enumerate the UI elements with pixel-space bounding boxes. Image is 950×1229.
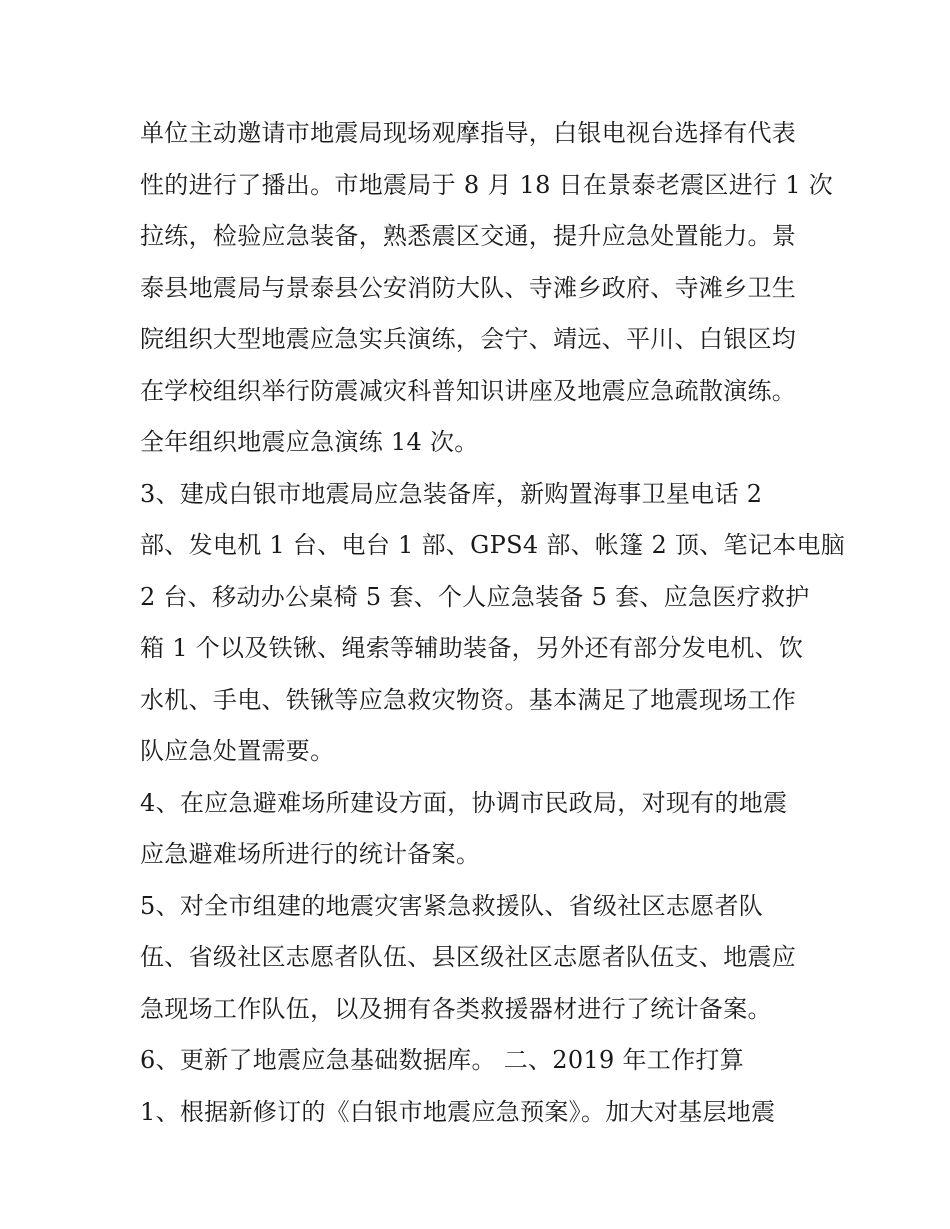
text-line-18: 急现场工作队伍，以及拥有各类救援器材进行了统计备案。 [140,994,772,1023]
text-line-9: 部、发电机 1 台、电台 1 部、GPS4 部、帐篷 2 顶、笔记本电脑 [140,531,846,559]
text-line-13: 队应急处置需要。 [140,737,335,765]
text-line-20: 1、根据新修订的《白银市地震应急预案》。加大对基层地震 [140,1097,776,1126]
text-line-1: 单位主动邀请市地震局现场观摩指导，白银电视台选择有代表 [140,119,797,147]
text-line-10: 2 台、移动办公桌椅 5 套、个人应急装备 5 套、应急医疗救护 [140,582,810,611]
text-line-14: 4、在应急避难场所建设方面，协调市民政局，对现有的地震 [140,788,788,817]
text-line-17: 伍、省级社区志愿者队伍、县区级社区志愿者队伍支、地震应 [140,943,797,971]
text-line-2: 性的进行了播出。市地震局于 8 月 18 日在景泰老震区进行 1 次 [140,170,834,199]
text-line-12: 水机、手电、铁锹等应急救灾物资。基本满足了地震现场工作 [140,685,797,714]
text-line-19: 6、更新了地震应急基础数据库。 二、2019 年工作打算 [140,1046,745,1074]
text-line-15: 应急避难场所进行的统计备案。 [140,840,481,868]
text-line-16: 5、对全市组建的地震灾害紧急救援队、省级社区志愿者队 [140,891,764,920]
text-line-7: 全年组织地震应急演练 14 次。 [140,428,479,456]
text-line-4: 泰县地震局与景泰县公安消防大队、寺滩乡政府、寺滩乡卫生 [140,273,797,302]
text-line-3: 拉练，检验应急装备，熟悉震区交通，提升应急处置能力。景 [140,222,797,250]
document-body [140,108,846,1138]
text-line-5: 院组织大型地震应急实兵演练，会宁、靖远、平川、白银区均 [140,325,797,353]
text-line-8: 3、建成白银市地震局应急装备库，新购置海事卫星电话 2 [140,479,763,508]
text-line-11: 箱 1 个以及铁锹、绳索等辅助装备，另外还有部分发电机、饮 [140,634,804,662]
text-line-6: 在学校组织举行防震减灾科普知识讲座及地震应急疏散演练。 [140,376,797,405]
